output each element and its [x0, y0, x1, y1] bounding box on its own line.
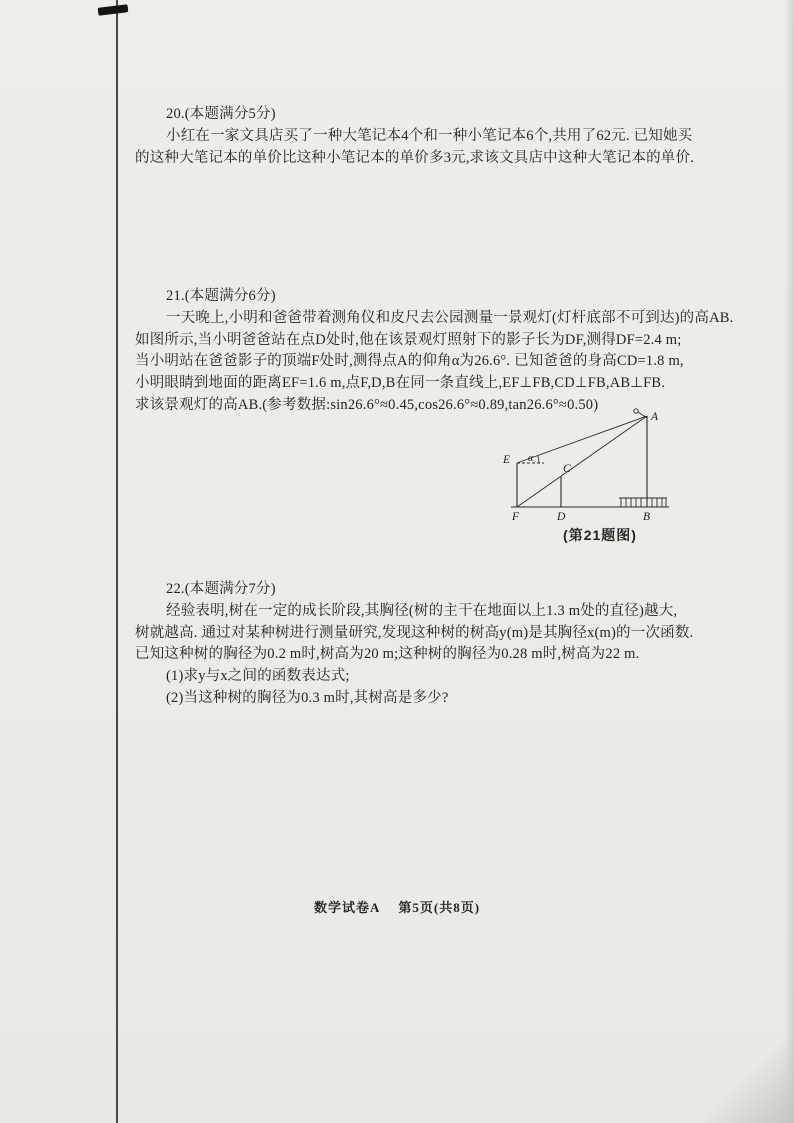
point-label-d: D [557, 511, 566, 522]
footer-exam-title: 数学试卷A [313, 900, 381, 915]
point-label-a: A [651, 411, 659, 423]
figure-question-21 [497, 403, 703, 545]
question-21-text-line: 当小明站在爸爸影子的顶端F处时,测得点A的仰角α为26.6°. 已知爸爸的身高CD=1.8 m, [135, 353, 684, 370]
question-22-subitem-2: (2)当这种树的胸径为0.3 m时,其树高是多少? [166, 689, 449, 706]
page-footer [0, 897, 794, 916]
binding-margin-line [116, 0, 118, 1123]
lamp-geometry-diagram [497, 403, 703, 522]
angle-label-alpha: α [528, 453, 534, 464]
binding-mark [98, 4, 129, 16]
question-20-header: 20.(本题满分5分) [166, 106, 276, 122]
question-22-text-line: 经验表明,树在一定的成长阶段,其胸径(树的主干在地面以上1.3 m处的直径)越大, [166, 602, 678, 619]
point-label-e: E [503, 454, 511, 466]
question-22-text-line: 树就越高. 通过对某种树进行测量研究,发现这种树的树高y(m)是其胸径x(m)的一次函数. [135, 624, 694, 641]
figure-caption: (第21题图) [563, 527, 637, 543]
question-20 [135, 104, 720, 169]
question-20-text-line: 小红在一家文具店买了一种大笔记本4个和一种小笔记本6个,共用了62元. 已知她买 [166, 127, 693, 144]
question-22-text-line: 已知这种树的胸径为0.2 m时,树高为20 m;这种树的胸径为0.28 m时,树高为22 m. [135, 646, 640, 663]
point-label-f: F [512, 511, 520, 522]
question-21-text-line: 如图所示,当小明爸爸站在点D处时,他在该景观灯照射下的影子长为DF,测得DF=2.4 m; [135, 331, 682, 348]
footer-page-number: 第5页(共8页) [398, 900, 481, 915]
point-label-c: C [563, 463, 571, 475]
question-21 [135, 286, 734, 417]
question-22-subitem-1: (1)求y与x之间的函数表达式; [166, 668, 350, 685]
question-22 [135, 579, 720, 710]
question-22-header: 22.(本题满分7分) [166, 581, 276, 597]
question-20-text-line: 的这种大笔记本的单价比这种小笔记本的单价多3元,求该文具店中这种大笔记本的单价. [135, 149, 694, 166]
question-21-text-line: 一天晚上,小明和爸爸带着测角仪和皮尺去公园测量一景观灯(灯杆底部不可到达)的高AB. [166, 309, 734, 326]
page-corner-curl [704, 1033, 794, 1123]
scan-edge-shadow [784, 0, 794, 1123]
question-21-header: 21.(本题满分6分) [166, 288, 276, 304]
question-21-text-line: 求该景观灯的高AB.(参考数据:sin26.6°≈0.45,cos26.6°≈0.89,tan26.6°≈0.50) [135, 396, 599, 413]
point-label-b: B [643, 511, 651, 522]
question-21-text-line: 小明眼睛到地面的距离EF=1.6 m,点F,D,B在同一条直线上,EF⊥FB,CD⊥FB,AB⊥FB. [135, 375, 666, 392]
